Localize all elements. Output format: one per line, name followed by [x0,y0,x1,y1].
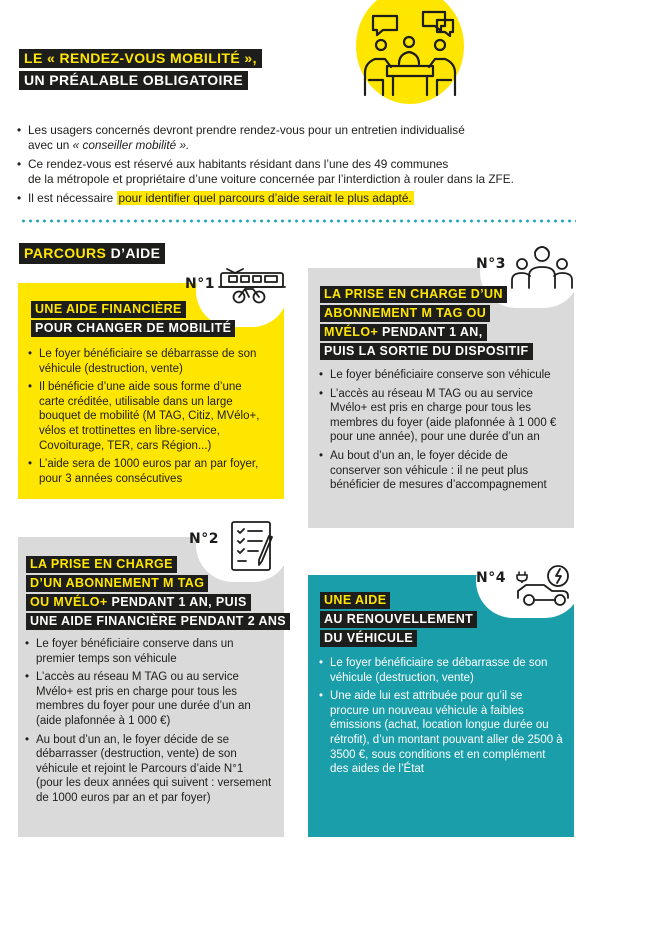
intro-bullet-3 [17,191,587,206]
card-1-bullets [28,347,268,490]
card-1-title [31,300,235,337]
intro-bullet-2-line-a: Ce rendez-vous est réservé aux habitants résidant dans l’une des 49 communes [28,157,449,171]
card-3-title [320,285,533,360]
intro-bullet-2 [17,157,587,187]
card-3-title-line-3-white: PENDANT 1 AN, [378,325,483,339]
card-3-title-line-3-yellow: MVÉLO+ [324,325,379,339]
intro-bullet-3-highlight: pour identifier quel parcours d’aide serait le plus adapté. [118,191,412,205]
meeting-illustration [345,0,475,108]
card-2-number: N°2 [189,531,219,547]
card-2-title-line-3 [26,594,251,611]
card-1-bullet-3: • L’aide sera de 1000 euros par an par foyer, pour 3 années consécutives [28,457,268,486]
card-3-title-line-3 [320,324,487,341]
card-3-title-line-1: LA PRISE EN CHARGE D’UN [320,286,507,303]
card-3-bullet-3: • Au bout d’un an, le foyer décide de conserver son véhicule : il ne peut plus bénéficier de mesures d’accompagnement [319,449,559,493]
card-3-number: N°3 [476,256,506,272]
section-title-yellow: PARCOURS [24,245,107,261]
card-3-bullet-1: • Le foyer bénéficiaire conserve son véhicule [319,368,559,383]
card-3-bullets [319,368,559,497]
card-2-title [26,555,290,630]
card-4-title-line-1: UNE AIDE [320,592,390,609]
car-charge-icon [514,562,578,608]
card-4-bullet-1: • Le foyer bénéficiaire se débarrasse de son véhicule (destruction, vente) [319,656,563,685]
card-1-bullet-1: • Le foyer bénéficiaire se débarrasse de son véhicule (destruction, vente) [28,347,268,376]
card-1-title-line-1: UNE AIDE FINANCIÈRE [31,301,186,318]
intro-list [17,123,587,210]
card-2-bullets [25,637,273,810]
intro-bullet-1-line-a: Les usagers concernés devront prendre rendez-vous pour un entretien individualisé [28,123,465,137]
tram-bike-icon [217,265,287,305]
card-4-bullets [319,656,563,781]
intro-bullet-1 [17,123,587,153]
card-3-bullet-2: • L’accès au réseau M TAG ou au service Mvélo+ est pris en charge pour tous les membres du foyer (aide plafonnée à 1 000 € pour une année), pour une durée d’un an [319,387,559,445]
intro-bullet-3-text: Il est nécessaire [28,191,117,205]
card-4-title-line-2: AU RENOUVELLEMENT [320,611,477,628]
meeting-icon [345,0,475,108]
card-4-title [320,591,477,647]
card-1-bullet-2: • Il bénéficie d’une aide sous forme d’une carte créditée, utilisable dans un large bouquet de mobilité (M TAG, Citiz, MVélo+, vélos et trottinettes en libre-service, Covoiturage, TER, cars Région...) [28,380,268,453]
card-4-title-line-3: DU VÉHICULE [320,630,417,647]
page-title-line-1: LE « RENDEZ-VOUS MOBILITÉ », [19,49,262,68]
card-2-bullet-1: • Le foyer bénéficiaire conserve dans un premier temps son véhicule [25,637,273,666]
section-title [19,243,165,264]
card-2-title-line-3-white: PENDANT 1 AN, PUIS [107,595,247,609]
card-1-title-line-2: POUR CHANGER DE MOBILITÉ [31,320,235,337]
dotted-separator [20,219,576,223]
card-2-title-line-1: LA PRISE EN CHARGE [26,556,177,573]
section-title-white: D’AIDE [106,245,161,261]
card-2-title-line-2: D’UN ABONNEMENT M TAG [26,575,208,592]
card-1-number: N°1 [185,276,215,292]
card-2-title-line-3-yellow: OU MVÉLO+ [30,595,108,609]
page-title [19,49,262,90]
card-2-bullet-3: • Au bout d’un an, le foyer décide de se débarrasser (destruction, vente) de son véhicule et rejoint le Parcours d’aide N°1 (pour les deux années qui suivent : versement de 1000 euros par an et par foyer) [25,733,273,806]
card-3-title-line-4: PUIS LA SORTIE DU DISPOSITIF [320,343,533,360]
card-4-bullet-2: • Une aide lui est attribuée pour qu’il se procure un nouveau véhicule à faibles émissions (achat, location longue durée ou rétrofit), d’un montant pouvant aller de 2500 à 3500 €, sous conditions et en complément des aides de l’État [319,689,563,777]
card-3-title-line-2: ABONNEMENT M TAG OU [320,305,490,322]
intro-bullet-1-line-b: avec un [28,138,73,152]
intro-bullet-1-emphasis: « conseiller mobilité ». [72,138,190,152]
page-title-line-2: UN PRÉALABLE OBLIGATOIRE [19,71,248,90]
card-2-title-line-4: UNE AIDE FINANCIÈRE PENDANT 2 ANS [26,613,290,630]
card-4-number: N°4 [476,570,506,586]
card-2-bullet-2: • L’accès au réseau M TAG ou au service Mvélo+ est pris en charge pour tous les membres du foyer pour une durée d’un an (aide plafonnée à 1 000 €) [25,670,273,728]
intro-bullet-2-line-b: de la métropole et propriétaire d’une voiture concernée par l’interdiction à rouler dans la ZFE. [28,172,514,186]
